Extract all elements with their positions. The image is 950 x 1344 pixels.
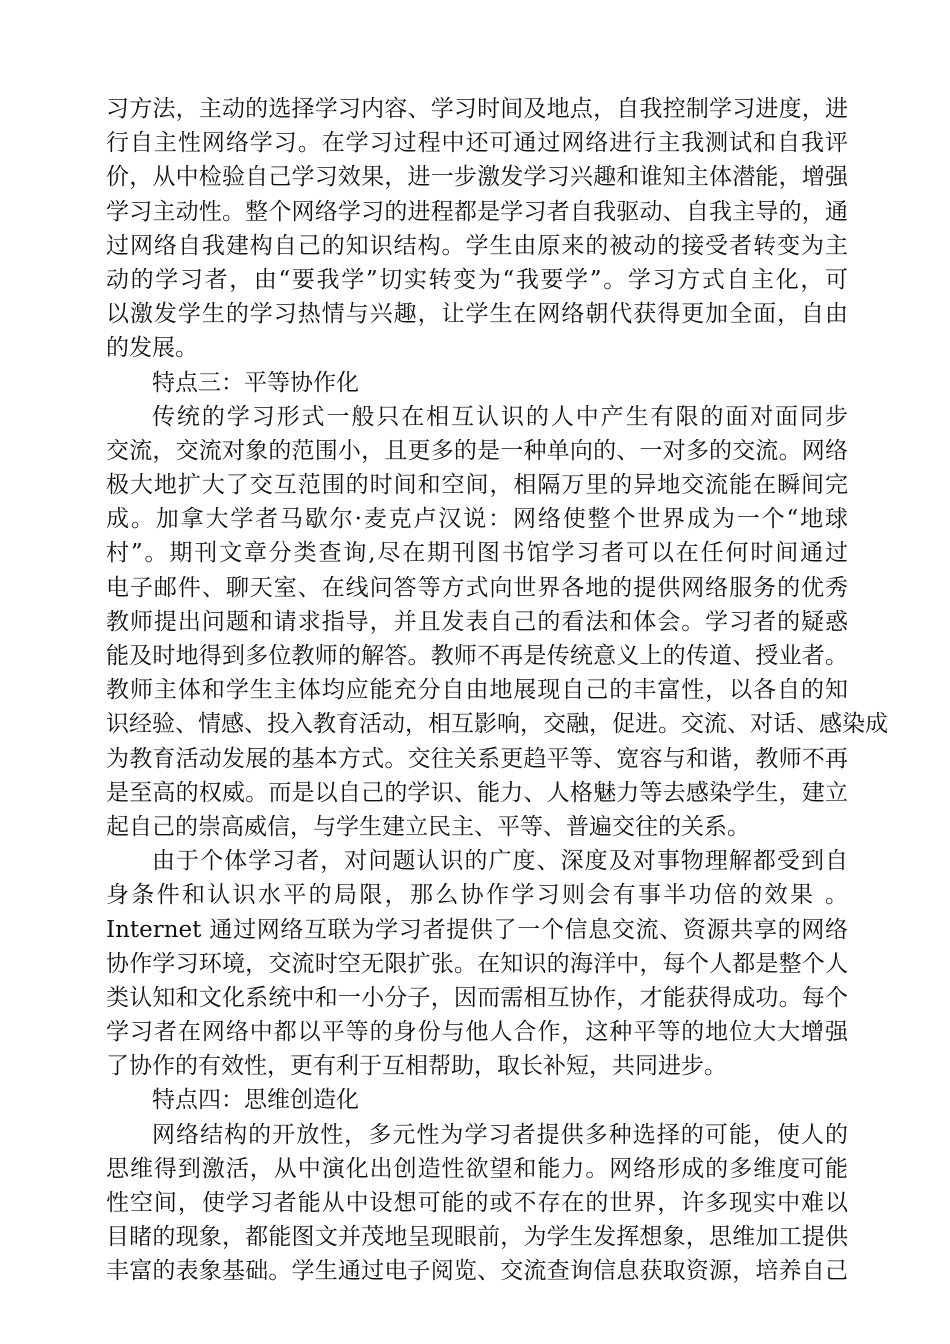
text-line: 行自主性网络学习。在学习过程中还可通过网络进行主我测试和自我评 [106,130,848,157]
text-line: 起自己的崇高威信，与学生建立民主、平等、普遍交往的关系。 [106,813,750,840]
text-line: 过网络自我建构自己的知识结构。学生由原来的被动的接受者转变为主 [106,232,848,259]
text-line: 成。加拿大学者马歇尔·麦克卢汉说：网络使整个世界成为一个“地球 [106,506,848,533]
text-line: 网络结构的开放性，多元性为学习者提供多种选择的可能，使人的 [152,1121,848,1148]
text-line: 电子邮件、聊天室、在线问答等方式向世界各地的提供网络服务的优秀 [106,574,848,601]
text-line: 身条件和认识水平的局限，那么协作学习则会有事半功倍的效果 。 [106,882,848,909]
text-line: 目睹的现象，都能图文并茂地呈现眼前，为学生发挥想象，思维加工提供 [106,1224,848,1251]
text-line: 特点四：思维创造化 [152,1087,359,1114]
text-line: 类认知和文化系统中和一小分子，因而需相互协作，才能获得成功。每个 [106,984,848,1011]
text-line: 传统的学习形式一般只在相互认识的人中产生有限的面对面同步 [152,403,848,430]
text-line: 极大地扩大了交互范围的时间和空间，相隔万里的异地交流能在瞬间完 [106,472,848,499]
text-line: 交流，交流对象的范围小，且更多的是一种单向的、一对多的交流。网络 [106,437,848,464]
document-page [106,92,888,1289]
text-line: 教师主体和学生主体均应能充分自由地展现自己的丰富性，以各自的知 [106,677,848,704]
text-line: 由于个体学习者，对问题认识的广度、深度及对事物理解都受到自 [152,848,848,875]
text-line: 协作学习环境，交流时空无限扩张。在知识的海洋中，每个人都是整个人 [106,950,848,977]
text-line: 丰富的表象基础。学生通过电子阅览、交流查询信息获取资源，培养自己 [106,1258,848,1285]
text-line: 是至高的权威。而是以自己的学识、能力、人格魅力等去感染学生，建立 [106,779,848,806]
text-line: 的发展。 [106,335,198,362]
text-line: 了协作的有效性，更有利于互相帮助，取长补短，共同进步。 [106,1053,727,1080]
text-line: 性空间，使学习者能从中设想可能的或不存在的世界，许多现实中难以 [106,1190,848,1216]
text-line: 动的学习者，由“要我学”切实转变为“我要学”。学习方式自主化，可 [106,266,848,293]
text-line: 能及时地得到多位教师的解答。教师不再是传统意义上的传道、授业者。 [106,643,848,669]
text-line: 习方法，主动的选择学习内容、学习时间及地点，自我控制学习进度，进 [106,96,848,122]
text-line: 学习者在网络中都以平等的身份与他人合作，这种平等的地位大大增强 [106,1019,848,1046]
text-line: 价，从中检验自己学习效果，进一步激发学习兴趣和谁知主体潜能，增强 [106,164,848,191]
text-line: 教师提出问题和请求指导，并且发表自己的看法和体会。学习者的疑惑 [106,608,848,635]
text-line: 以激发学生的学习热情与兴趣，让学生在网络朝代获得更加全面，自由 [106,301,848,328]
text-line: 识经验、情感、投入教育活动，相互影响，交融，促进。交流、对话、感染成 [106,711,888,738]
text-line: Internet 通过网络互联为学习者提供了一个信息交流、资源共享的网络 [106,916,848,943]
text-line: 为教育活动发展的基本方式。交往关系更趋平等、宽容与和谐，教师不再 [106,745,848,772]
text-line: 思维得到激活，从中演化出创造性欲望和能力。网络形成的多维度可能 [106,1155,848,1182]
text-line: 学习主动性。整个网络学习的进程都是学习者自我驱动、自我主导的，通 [106,198,848,225]
text-line: 特点三：平等协作化 [152,369,359,396]
text-line: 村”。期刊文章分类查询,尽在期刊图书馆学习者可以在任何时间通过 [106,540,848,567]
